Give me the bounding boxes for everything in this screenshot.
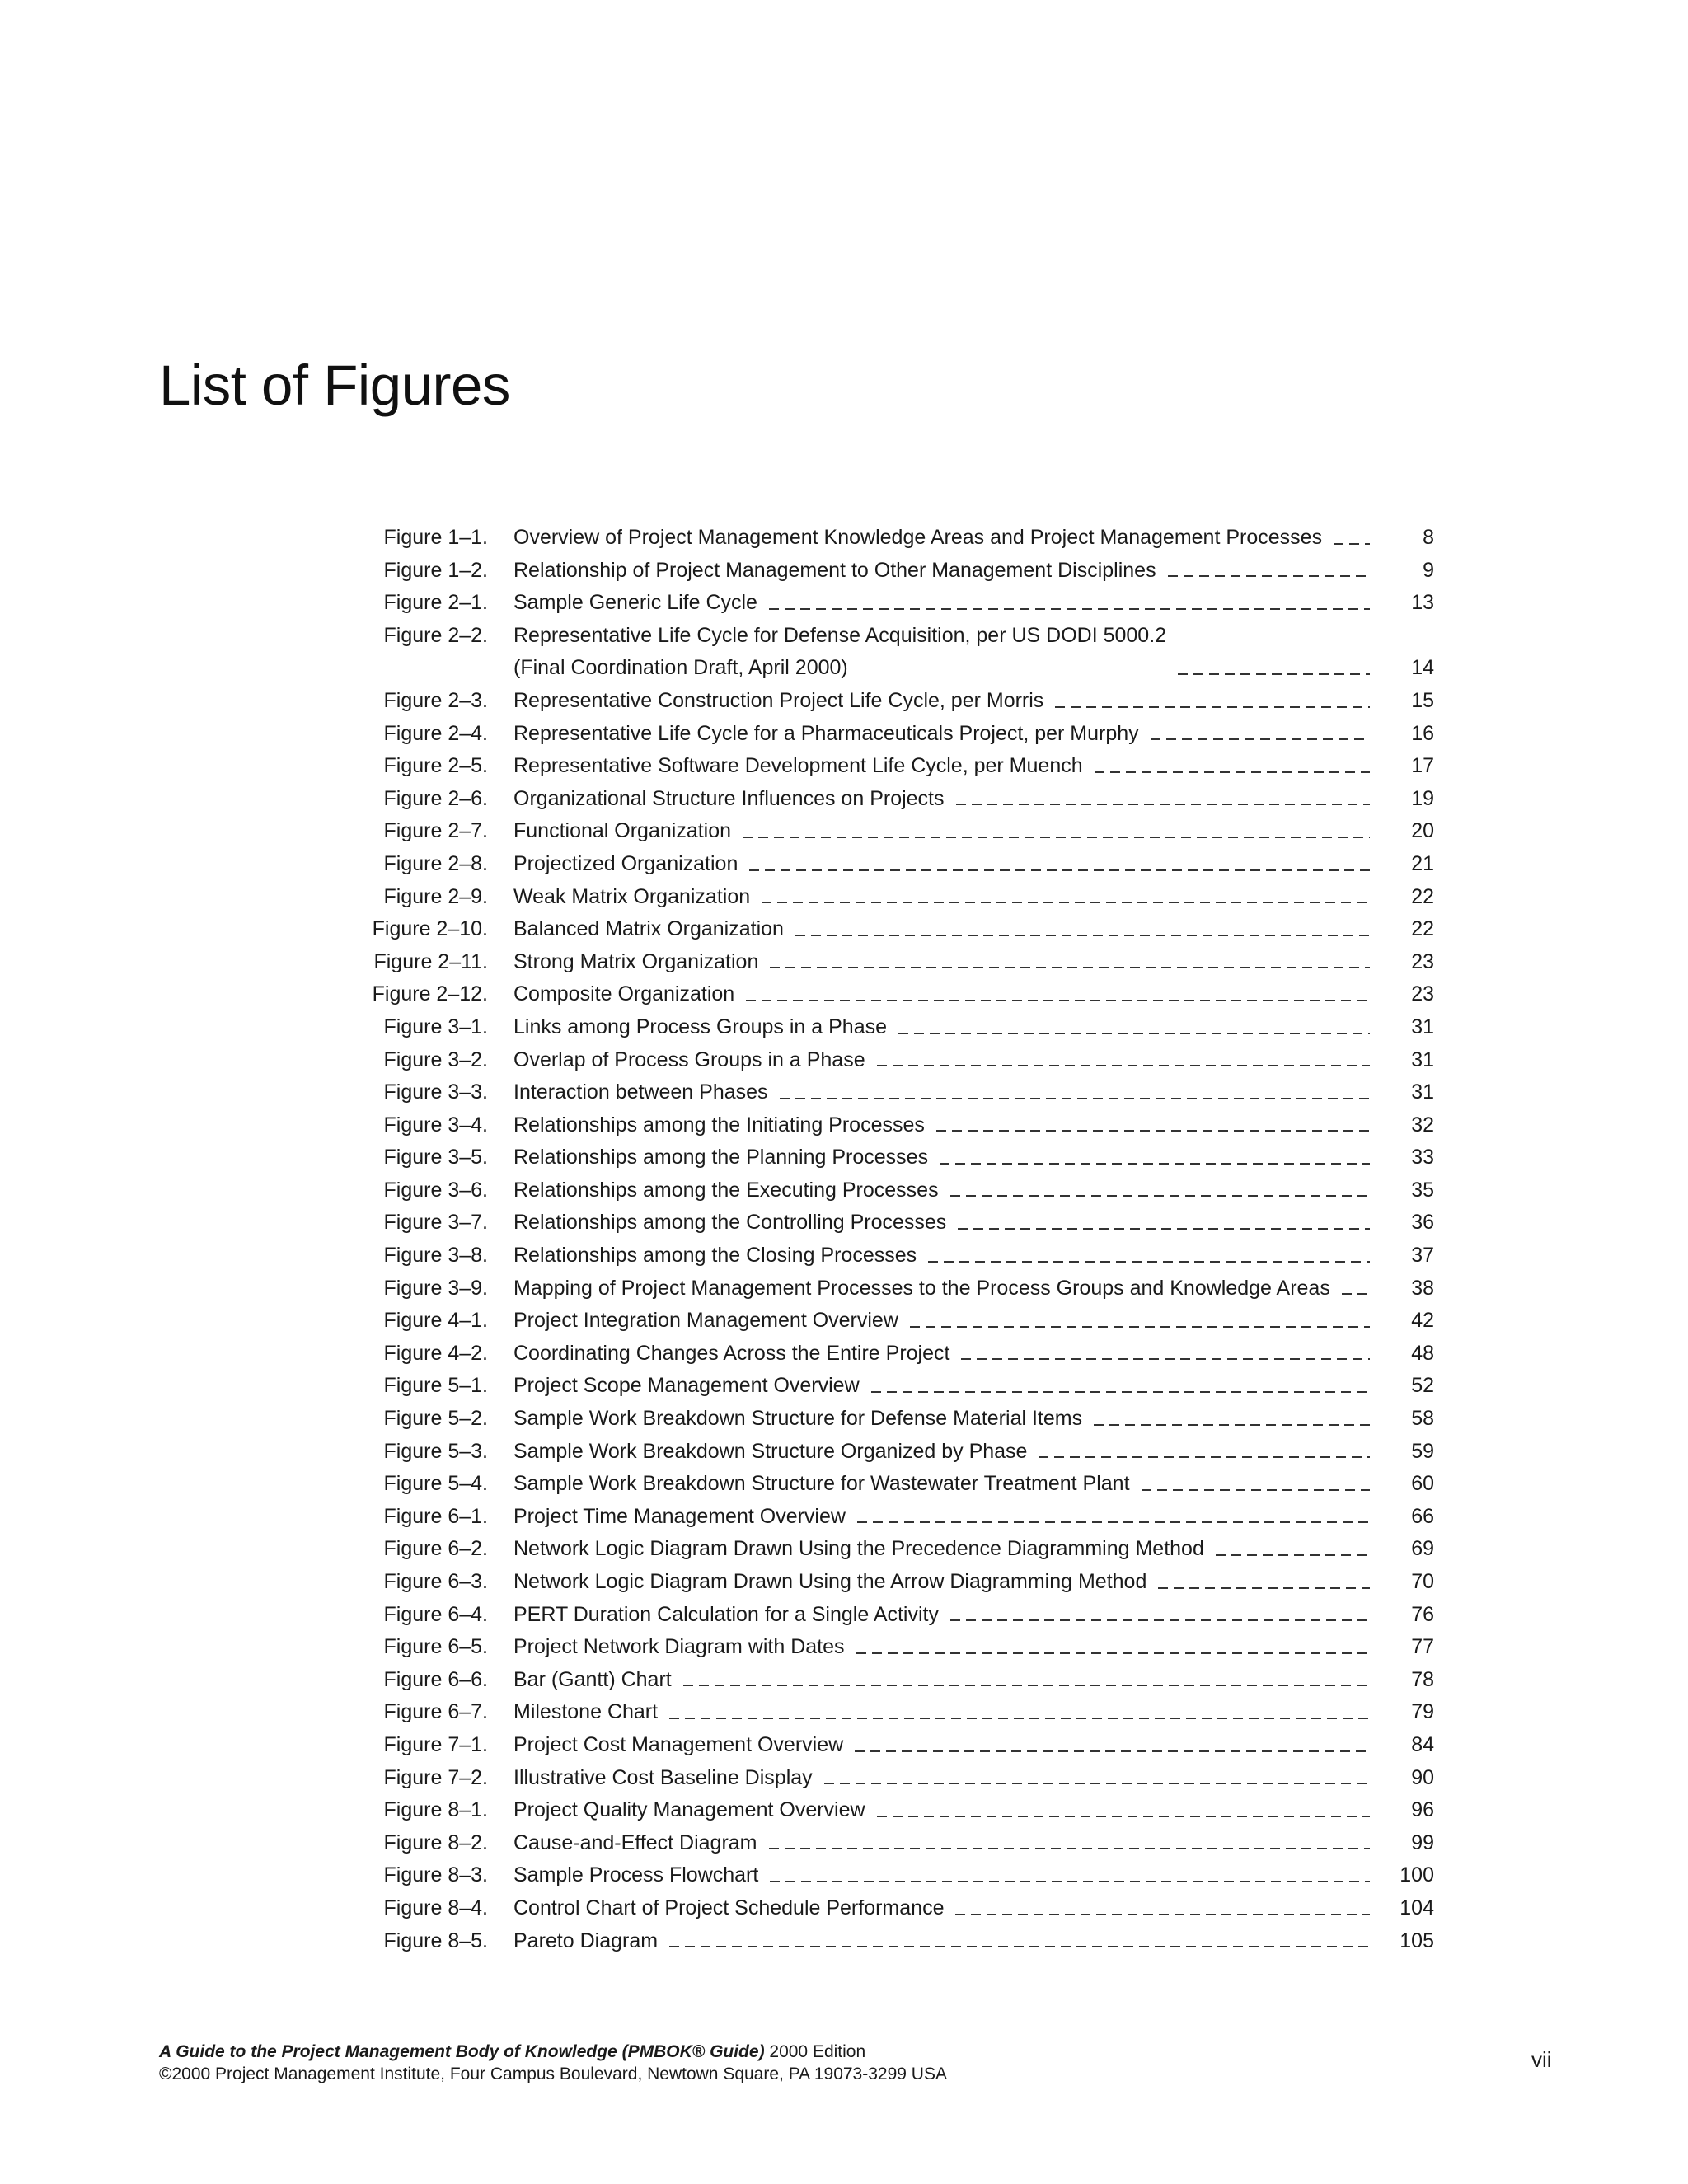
figure-title: Sample Generic Life Cycle [513,591,757,615]
figure-page-number: 90 [1411,1765,1434,1789]
figure-title: Representative Software Development Life Cycle, per Muench [513,754,1083,778]
figure-title: Relationships among the Executing Processes [513,1178,939,1202]
figure-entry [354,1794,1434,1827]
figure-number: Figure 2–4. [383,721,488,745]
figure-page-number: 17 [1411,754,1434,778]
figure-title: Organizational Structure Influences on Projects [513,786,945,810]
figure-entry-body [513,1794,1380,1827]
figure-title: Relationships among the Closing Processes [513,1244,917,1268]
figure-number: Figure 7–2. [383,1765,488,1789]
figure-number: Figure 5–3. [383,1439,488,1463]
dash-leader [824,1783,1370,1784]
figure-page-number: 38 [1411,1276,1434,1300]
figure-title: Bar (Gantt) Chart [513,1667,672,1691]
figure-title: Project Network Diagram with Dates [513,1635,845,1659]
figure-entry [354,913,1434,946]
figure-entry-body [513,1599,1380,1632]
figure-entry [354,1664,1434,1697]
figure-page-number: 35 [1411,1178,1434,1202]
figure-title: Relationships among the Initiating Processes [513,1113,925,1137]
figure-title: Project Cost Management Overview [513,1732,844,1756]
dash-leader [770,967,1370,968]
figure-entry-body [513,1338,1380,1371]
figure-entry-body [513,1305,1380,1338]
figure-number: Figure 3–9. [383,1276,488,1300]
figure-entry-body [513,913,1380,946]
figure-title: Sample Work Breakdown Structure for Wastewater Treatment Plant [513,1472,1130,1496]
figure-number: Figure 2–11. [373,949,488,973]
dash-leader [950,1619,1370,1621]
figure-entry [354,1631,1434,1664]
dash-leader [1178,673,1370,675]
figure-entry [354,848,1434,881]
figure-page-number: 23 [1411,949,1434,973]
figure-title: Project Integration Management Overview [513,1309,898,1333]
dash-leader [1158,1587,1370,1589]
figure-entry-body [513,522,1380,555]
figure-number: Figure 2–7. [383,819,488,843]
figure-entry [354,1533,1434,1566]
figure-entry-body [513,1044,1380,1077]
figure-title: Functional Organization [513,819,732,843]
figure-number: Figure 8–2. [383,1830,488,1854]
figure-entry [354,1076,1434,1109]
figure-entry [354,1501,1434,1534]
figure-page-number: 31 [1411,1047,1434,1071]
dash-leader [770,1881,1370,1882]
figure-entry [354,1762,1434,1795]
dash-leader [795,935,1370,936]
figure-entry [354,946,1434,979]
figure-entry-body [513,1533,1380,1566]
figure-title: Project Time Management Overview [513,1504,846,1528]
page-footer [159,2041,947,2085]
figure-number: Figure 3–4. [383,1113,488,1137]
figure-number: Figure 4–2. [383,1341,488,1365]
figure-number: Figure 6–1. [383,1504,488,1528]
figure-entry-body [513,587,1380,620]
figure-number: Figure 8–4. [383,1896,488,1919]
figure-entry-body [513,1501,1380,1534]
figure-title: Relationships among the Planning Processes [513,1146,929,1169]
figure-page-number: 19 [1411,786,1434,810]
dash-leader [1095,771,1370,773]
figure-entry [354,1436,1434,1469]
figure-page-number: 31 [1411,1080,1434,1104]
figure-number: Figure 3–5. [383,1146,488,1169]
figure-entry-body [513,620,1380,685]
figure-page-number: 66 [1411,1504,1434,1528]
figure-number: Figure 6–4. [383,1602,488,1626]
figure-page-number: 13 [1411,591,1434,615]
figure-page-number: 14 [1411,656,1434,680]
figure-entry-body [513,1403,1380,1436]
dash-leader [877,1816,1370,1817]
figure-entry [354,783,1434,816]
figure-title: Milestone Chart [513,1700,659,1724]
figure-entry-body [513,750,1380,783]
page-number: vii [1531,2047,1552,2072]
dash-leader [669,1946,1370,1947]
figure-entry [354,1141,1434,1174]
figure-entry-body [513,1859,1380,1892]
dash-leader [898,1033,1370,1034]
figure-entry [354,1859,1434,1892]
figure-title: Sample Process Flowchart [513,1863,759,1887]
figure-title: Interaction between Phases [513,1080,768,1104]
figure-entry [354,1174,1434,1207]
figure-title: Sample Work Breakdown Structure Organized by Phase [513,1439,1028,1463]
figure-entry [354,1599,1434,1632]
figure-entry [354,1827,1434,1860]
footer-edition: 2000 Edition [764,2042,866,2061]
figure-page-number: 70 [1411,1570,1434,1593]
dash-leader [877,1065,1370,1066]
footer-book-line [159,2041,947,2063]
figure-entry [354,620,1434,685]
figure-number: Figure 3–7. [383,1211,488,1235]
figure-entry-body [513,1827,1380,1860]
figure-page-number: 69 [1411,1537,1434,1561]
figure-entry [354,718,1434,751]
figure-page-number: 22 [1411,917,1434,941]
dash-leader [769,608,1370,610]
figure-entry [354,1011,1434,1044]
figure-entry-body [513,1240,1380,1272]
figure-title: Mapping of Project Management Processes to the Process Groups and Knowledge Areas [513,1276,1330,1300]
figure-number: Figure 2–6. [383,786,488,810]
figure-title: Overview of Project Management Knowledge Areas and Project Management Processes [513,526,1323,549]
figure-page-number: 37 [1411,1244,1434,1268]
figure-number: Figure 2–10. [372,917,488,941]
figure-entry-body [513,718,1380,751]
figure-number: Figure 1–2. [383,558,488,582]
dash-leader [1142,1489,1370,1491]
figure-page-number: 42 [1411,1309,1434,1333]
figure-entry-body [513,555,1380,588]
figure-number: Figure 2–5. [383,754,488,778]
figure-entry [354,1240,1434,1272]
figure-entry [354,1696,1434,1729]
figure-page-number: 104 [1400,1896,1434,1919]
figure-page-number: 76 [1411,1602,1434,1626]
dash-leader [769,1848,1370,1849]
figure-page-number: 36 [1411,1211,1434,1235]
figure-entry [354,978,1434,1011]
figure-number: Figure 8–3. [383,1863,488,1887]
dash-leader [956,804,1371,805]
figure-entry-body [513,848,1380,881]
figure-title: Illustrative Cost Baseline Display [513,1765,813,1789]
dash-leader [1168,575,1370,577]
figure-page-number: 84 [1411,1732,1434,1756]
figure-number: Figure 6–5. [383,1635,488,1659]
figure-entry-body [513,1892,1380,1925]
figure-page-number: 60 [1411,1472,1434,1496]
figure-entry [354,1109,1434,1142]
figure-title: Representative Life Cycle for a Pharmaceuticals Project, per Murphy [513,721,1139,745]
figure-title: Project Quality Management Overview [513,1798,865,1822]
figure-page-number: 15 [1411,688,1434,712]
figure-number: Figure 1–1. [383,526,488,549]
figure-entry-body [513,1076,1380,1109]
figure-title: Overlap of Process Groups in a Phase [513,1047,865,1071]
figure-number: Figure 3–8. [383,1244,488,1268]
figure-entry [354,587,1434,620]
figure-page-number: 22 [1411,884,1434,908]
figure-page-number: 100 [1400,1863,1434,1887]
figure-page-number: 31 [1411,1015,1434,1038]
figure-page-number: 105 [1400,1929,1434,1952]
figure-entry-body [513,1664,1380,1697]
figure-entry-body [513,1174,1380,1207]
figure-entry [354,1370,1434,1403]
figure-number: Figure 2–12. [372,982,488,1006]
figure-entry-body [513,1207,1380,1240]
figure-entry [354,1729,1434,1762]
figure-number: Figure 2–3. [383,688,488,712]
dash-leader [1151,738,1370,740]
figure-title: Representative Construction Project Life Cycle, per Morris [513,688,1044,712]
figure-number: Figure 3–2. [383,1047,488,1071]
dash-leader [871,1391,1370,1393]
figure-entry [354,1925,1434,1958]
figure-entry [354,815,1434,848]
figure-page-number: 58 [1411,1407,1434,1431]
figure-number: Figure 5–1. [383,1374,488,1398]
dash-leader [1342,1293,1370,1295]
dash-leader [743,837,1370,838]
figure-entry [354,1566,1434,1599]
dash-leader [855,1750,1370,1752]
figure-entry-body [513,1729,1380,1762]
figure-page-number: 99 [1411,1830,1434,1854]
figure-title: Network Logic Diagram Drawn Using the Arrow Diagramming Method [513,1570,1147,1593]
figure-entry [354,685,1434,718]
footer-book-title: A Guide to the Project Management Body of Knowledge (PMBOK® Guide) [159,2042,765,2061]
dash-leader [1216,1554,1370,1556]
figure-title: Balanced Matrix Organization [513,917,784,941]
figure-entry-body [513,1436,1380,1469]
dash-leader [961,1358,1370,1360]
figure-entry-body [513,783,1380,816]
dash-leader [857,1521,1370,1523]
figure-entry-body [513,946,1380,979]
figure-page-number: 78 [1411,1667,1434,1691]
figure-entry-body [513,1566,1380,1599]
figure-entry [354,1044,1434,1077]
figure-number: Figure 3–1. [383,1015,488,1038]
figure-entry-body [513,815,1380,848]
dash-leader [950,1195,1370,1197]
figure-page-number: 77 [1411,1635,1434,1659]
figure-title: Network Logic Diagram Drawn Using the Precedence Diagramming Method [513,1537,1204,1561]
figure-title: Relationships among the Controlling Processes [513,1211,947,1235]
figure-entry [354,1403,1434,1436]
figure-title: Weak Matrix Organization [513,884,751,908]
figure-entry-body [513,1272,1380,1305]
figure-title: Representative Life Cycle for Defense Acquisition, per US DODI 5000.2 (Final Coordination Draft, April 2000) [513,623,1167,680]
figure-title: Relationship of Project Management to Other Management Disciplines [513,558,1156,582]
dash-leader [856,1652,1370,1654]
figure-number: Figure 2–8. [383,851,488,875]
figure-number: Figure 6–7. [383,1700,488,1724]
figure-entry-body [513,1370,1380,1403]
figure-title: Control Chart of Project Schedule Performance [513,1896,945,1919]
dash-leader [940,1163,1370,1165]
figure-page-number: 23 [1411,982,1434,1006]
figure-title: Strong Matrix Organization [513,949,759,973]
dash-leader [780,1098,1370,1099]
figure-entry [354,1338,1434,1371]
figure-number: Figure 8–1. [383,1798,488,1822]
figure-number: Figure 5–2. [383,1407,488,1431]
dash-leader [762,902,1370,903]
page-title: List of Figures [159,354,510,417]
figure-entry-body [513,978,1380,1011]
figure-number: Figure 7–1. [383,1732,488,1756]
figure-number: Figure 6–2. [383,1537,488,1561]
figure-entry [354,1305,1434,1338]
dash-leader [1334,543,1370,545]
footer-copyright: ©2000 Project Management Institute, Four Campus Boulevard, Newtown Square, PA 19073-3299 USA [159,2064,947,2083]
dash-leader [669,1718,1370,1719]
figure-entry [354,750,1434,783]
figure-title: PERT Duration Calculation for a Single Activity [513,1602,939,1626]
figure-title: Links among Process Groups in a Phase [513,1015,888,1038]
figure-entry [354,522,1434,555]
figure-number: Figure 6–3. [383,1570,488,1593]
dash-leader [955,1914,1370,1915]
figure-page-number: 8 [1423,526,1434,549]
figure-page-number: 48 [1411,1341,1434,1365]
figure-entry-body [513,685,1380,718]
figure-entry-body [513,1925,1380,1958]
dash-leader [749,869,1370,871]
figure-number: Figure 3–6. [383,1178,488,1202]
figure-number: Figure 8–5. [383,1929,488,1952]
figure-page-number: 32 [1411,1113,1434,1137]
figure-entry-body [513,1468,1380,1501]
figure-title: Coordinating Changes Across the Entire Project [513,1341,950,1365]
figure-number: Figure 4–1. [383,1309,488,1333]
dash-leader [936,1130,1370,1132]
dash-leader [1055,706,1370,708]
figure-page-number: 52 [1411,1374,1434,1398]
dash-leader [958,1228,1370,1230]
figure-entry [354,555,1434,588]
figure-number: Figure 2–1. [383,591,488,615]
figure-title: Composite Organization [513,982,735,1006]
figure-entry-body [513,1141,1380,1174]
figure-entry-body [513,881,1380,914]
dash-leader [1039,1456,1370,1458]
figure-entry [354,1272,1434,1305]
dash-leader [683,1685,1370,1686]
figure-page-number: 16 [1411,721,1434,745]
figure-number: Figure 2–2. [383,623,488,647]
figure-number: Figure 2–9. [383,884,488,908]
figure-number: Figure 5–4. [383,1472,488,1496]
figure-entry [354,1207,1434,1240]
figure-title: Project Scope Management Overview [513,1374,860,1398]
figure-page-number: 59 [1411,1439,1434,1463]
figure-list [354,522,1434,1957]
figure-page-number: 96 [1411,1798,1434,1822]
figure-entry [354,1468,1434,1501]
figure-entry-body [513,1109,1380,1142]
figure-entry-body [513,1762,1380,1795]
figure-entry-body [513,1696,1380,1729]
figure-number: Figure 3–3. [383,1080,488,1104]
figure-entry-body [513,1631,1380,1664]
figure-title: Projectized Organization [513,851,738,875]
dash-leader [1094,1424,1370,1426]
figure-page-number: 20 [1411,819,1434,843]
dash-leader [746,1000,1370,1001]
figure-entry [354,1892,1434,1925]
figure-page-number: 33 [1411,1146,1434,1169]
figure-entry [354,881,1434,914]
figure-page-number: 9 [1423,558,1434,582]
dash-leader [928,1261,1370,1263]
figure-title: Sample Work Breakdown Structure for Defense Material Items [513,1407,1083,1431]
figure-page-number: 21 [1411,851,1434,875]
figure-title: Pareto Diagram [513,1929,659,1952]
figure-page-number: 79 [1411,1700,1434,1724]
dash-leader [910,1326,1370,1328]
figure-number: Figure 6–6. [383,1667,488,1691]
figure-title: Cause-and-Effect Diagram [513,1830,757,1854]
figure-entry-body [513,1011,1380,1044]
